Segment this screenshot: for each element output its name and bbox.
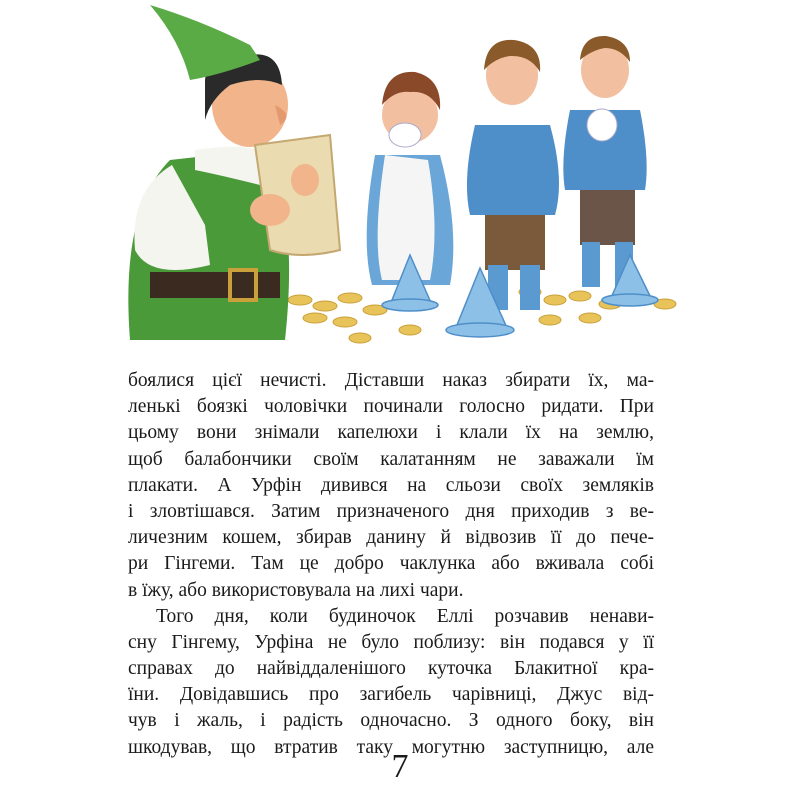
body-text xyxy=(128,368,654,761)
page-number: 7 xyxy=(391,748,409,785)
text-line: справах до найвіддаленішого куточка Блакитної кра- xyxy=(128,658,654,680)
text-line: щоб балабончики своїм калатанням не заважали їм xyxy=(128,448,654,470)
urfin-figure xyxy=(128,5,340,340)
text-line: боялися цієї нечисті. Діставши наказ збирати їх, ма- xyxy=(128,370,654,391)
text-line: ри Гінгеми. Там це добро чаклунка або вживала собі xyxy=(128,553,654,575)
text-line: цьому вони знімали капелюхи і клали їх на землю, xyxy=(128,422,654,444)
text-line: чув і жаль, і радість одночасно. З одного боку, він xyxy=(128,710,654,732)
text-line: шкодував, що втратив таку могутню заступницю, але xyxy=(128,736,654,758)
book-illustration xyxy=(110,0,690,365)
text-line: їни. Довідавшись про загибель чарівниці, Джус від- xyxy=(128,684,654,706)
text-line: ленькі боязкі чоловічки починали голосно ридати. При xyxy=(128,396,654,418)
text-line: личезним кошем, збирав данину й відвозив її до пече- xyxy=(128,527,654,549)
text-line: і зловтішався. Затим призначеного дня приходив з ве- xyxy=(128,500,654,522)
text-line: сну Гінгему, Урфіна не було поблизу: він подався у її xyxy=(128,631,654,653)
munchkin-girl xyxy=(367,72,454,285)
text-line: плакати. А Урфін дивився на сльози своїх земляків xyxy=(128,474,654,496)
text-line: в їжу, або використовувала на лихі чари. xyxy=(128,579,464,601)
munchkin-boy-right xyxy=(563,36,646,287)
text-line: Того дня, коли будиночок Еллі розчавив ненави- xyxy=(156,605,654,627)
